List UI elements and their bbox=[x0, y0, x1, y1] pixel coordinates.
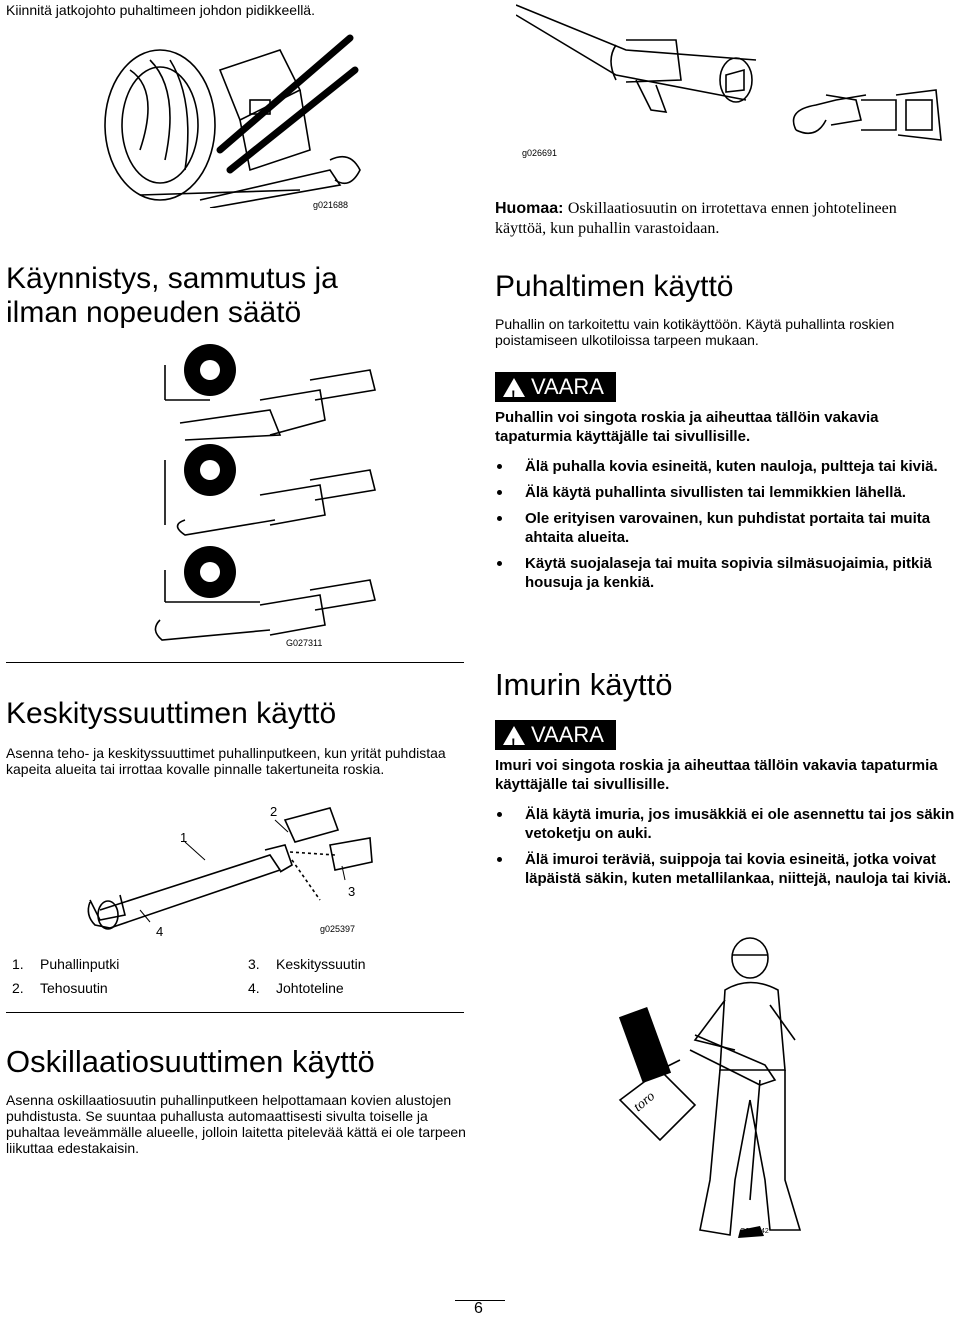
top-caption: Kiinnitä jatkojohto puhaltimeen johdon pidikkeellä. bbox=[6, 2, 315, 18]
legend-label: Puhallinputki bbox=[40, 956, 120, 972]
list-item: Älä käytä imuria, jos imusäkkiä ei ole asennettu tai jos säkin vetoketju on auki. bbox=[495, 805, 955, 843]
cord-holder-figure bbox=[100, 30, 390, 208]
legend-label: Keskityssuutin bbox=[276, 956, 366, 972]
osc-text: Asenna oskillaatiosuutin puhallinputkeen helpottamaan kovien alustojen puhdistusta. Se suuntaa puhallusta automaattisesti sivulta toiselle ja puhaltaa leveämmälle alueelle, jolloin laitetta pitelevää kättä ei ole tarpeen liikuttaa edestakaisin. bbox=[6, 1092, 466, 1156]
legend-label: Johtoteline bbox=[276, 980, 344, 996]
legend-label: Tehosuutin bbox=[40, 980, 108, 996]
callout-4: 4 bbox=[156, 924, 164, 939]
warning-title-1 bbox=[495, 372, 616, 402]
section-divider bbox=[6, 662, 464, 663]
blower-text: Puhallin on tarkoitettu vain kotikäyttöön. Käytä puhallinta roskien poistamiseen ulkotiloissa tarpeen mukaan. bbox=[495, 316, 895, 348]
figure-code-nozzles: g025397 bbox=[320, 924, 356, 934]
blower-heading: Puhaltimen käyttö bbox=[495, 270, 734, 303]
legend-number: 4. bbox=[248, 980, 260, 996]
warning-triangle-icon bbox=[503, 726, 525, 745]
note bbox=[495, 199, 935, 239]
list-item: Älä puhalla kovia esineitä, kuten nauloja, pultteja tai kiviä. bbox=[495, 457, 955, 476]
warning-title-2-label: VAARA bbox=[531, 722, 604, 747]
osc-heading: Oskillaatiosuuttimen käyttö bbox=[6, 1044, 375, 1079]
warning-triangle-icon bbox=[503, 378, 525, 397]
note-label: Huomaa: bbox=[495, 200, 564, 217]
nozzles-figure bbox=[80, 800, 380, 940]
warning-title-2 bbox=[495, 720, 616, 750]
legend-number: 2. bbox=[12, 980, 24, 996]
list-item: Älä käytä puhallinta sivullisten tai lemmikkien lähellä. bbox=[495, 483, 955, 502]
figure-code-speed: G027311 bbox=[286, 638, 323, 648]
warning-title-1-label: VAARA bbox=[531, 374, 604, 399]
start-stop-heading: Käynnistys, sammutus ja ilman nopeuden säätö bbox=[6, 262, 338, 329]
vacuum-heading: Imurin käyttö bbox=[495, 667, 673, 702]
speed-dial-figure bbox=[150, 340, 470, 652]
note-text: Oskillaatiosuutin on irrotettava ennen johtotelineen käyttöä, kun puhallin varastoidaan. bbox=[495, 200, 897, 237]
page-number: 6 bbox=[474, 1300, 483, 1317]
warning-text-2: Imuri voi singota roskia ja aiheuttaa tällöin vakavia tapaturmia käyttäjälle tai sivullisille. bbox=[495, 757, 938, 793]
section-divider bbox=[6, 1012, 464, 1013]
bag-logo: toro bbox=[630, 1088, 659, 1116]
warning-list-2 bbox=[495, 805, 955, 895]
warning-text-1: Puhallin voi singota roskia ja aiheuttaa tällöin vakavia tapaturmia käyttäjälle tai sivullisille. bbox=[495, 409, 879, 445]
list-item: Älä imuroi teräviä, suippoja tai kovia esineitä, jotka voivat läpäistä säkin, kuten metallilankaa, niittejä, nauloja tai kiviä. bbox=[495, 850, 955, 888]
legend-number: 3. bbox=[248, 956, 260, 972]
oscillating-nozzle-figure bbox=[516, 0, 956, 160]
operator-figure bbox=[600, 930, 810, 1242]
list-item: Käytä suojalaseja tai muita sopivia silmäsuojaimia, pitkiä housuja ja kenkiä. bbox=[495, 554, 955, 592]
figure-code-operator: G004942 bbox=[740, 1228, 769, 1235]
callout-1: 1 bbox=[180, 830, 188, 845]
callout-2: 2 bbox=[270, 804, 278, 819]
legend-number: 1. bbox=[12, 956, 24, 972]
concentrator-heading: Keskityssuuttimen käyttö bbox=[6, 697, 337, 730]
warning-list-1 bbox=[495, 457, 955, 599]
figure-code-oscillating: g026691 bbox=[522, 148, 558, 158]
list-item: Ole erityisen varovainen, kun puhdistat portaita tai muita ahtaita alueita. bbox=[495, 509, 955, 547]
concentrator-text: Asenna teho- ja keskityssuuttimet puhallinputkeen, kun yrität puhdistaa kapeita alueita tai irrottaa kovalle pinnalle takertuneita roskia. bbox=[6, 745, 446, 777]
figure-legend bbox=[12, 952, 365, 1000]
figure-code-cord: g021688 bbox=[313, 200, 349, 210]
callout-3: 3 bbox=[348, 884, 356, 899]
